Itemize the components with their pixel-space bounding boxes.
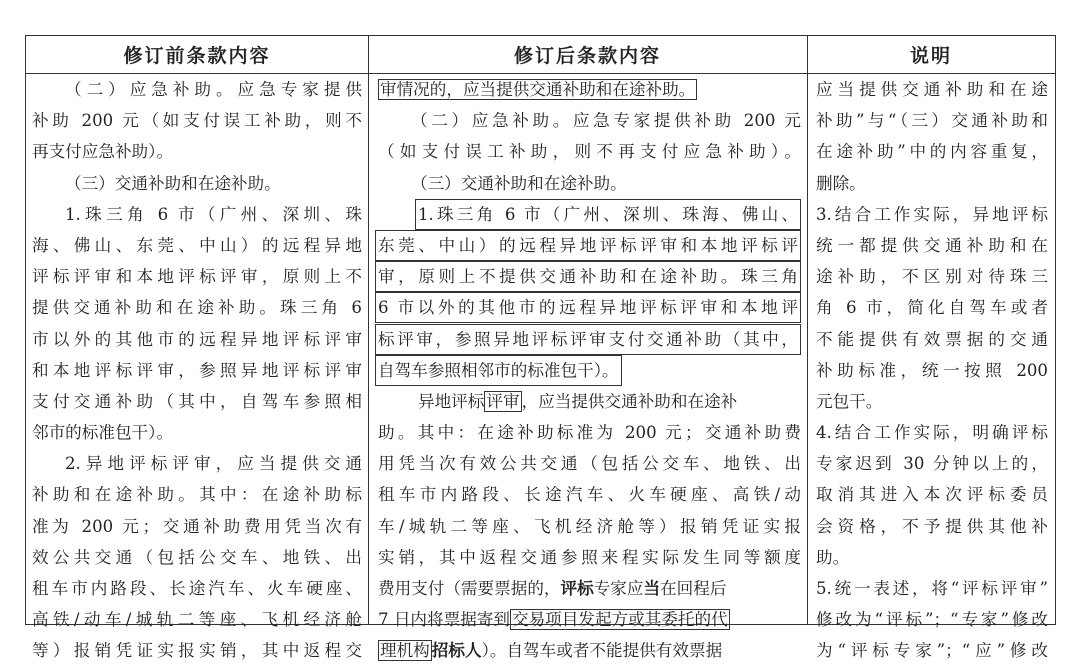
before-line: 海、佛山、东莞、中山）的远程异地	[32, 235, 362, 255]
before-line: 准为 200 元；交通补助费用凭当次有	[32, 516, 362, 536]
after-line	[378, 261, 801, 292]
header-after: 修订后条款内容	[513, 44, 661, 67]
text-segment: 异地评标	[418, 391, 485, 411]
revision-mark-box: 6 市以外的其他市的远程异地评标评审和本地评	[375, 292, 801, 323]
note-line: 补助标准，统一按照 200	[816, 360, 1048, 380]
before-line: 市以外的其他市的远程异地评标评审	[32, 329, 362, 349]
text-segment: 费用支付（需要票据的，	[378, 579, 561, 598]
revision-mark-box: 自驾车参照相邻市的标准包干）。	[375, 355, 622, 386]
after-line	[378, 604, 801, 635]
column-before	[32, 74, 362, 661]
after-line: （二）应急补助。应急专家提供补助 200 元	[411, 111, 801, 131]
revision-mark-box: 审，原则上不提供交通补助和在途补助。珠三角	[375, 261, 801, 292]
revision-mark-box: 东莞、中山）的远程异地评标评审和本地评标评	[375, 230, 801, 261]
header-before: 修订前条款内容	[123, 44, 271, 67]
note-line: 删除。	[816, 173, 866, 193]
before-line: 提供交通补助和在途补助。珠三角 6	[32, 298, 362, 318]
note-line: 途补助，不区别对待珠三	[816, 267, 1048, 287]
revision-mark-box: 评审	[486, 391, 520, 411]
revision-mark-box: 审情况的，应当提供交通补助和在途补助。	[380, 80, 696, 99]
text-segment: 专家应	[593, 579, 644, 598]
note-line: 元包干。	[816, 391, 883, 411]
note-line: 在途补助”中的内容重复，	[816, 142, 1048, 162]
before-line: 租车市内路段、长途汽车、火车硬座、	[32, 579, 362, 598]
before-line: 邻市的标准包干）。	[32, 423, 174, 443]
bold-insert: 当	[643, 578, 661, 598]
after-line: （如支付误工补助，则不再支付应急补助）。	[378, 142, 801, 162]
text-segment: 在回程后	[660, 579, 727, 598]
note-line: 3.结合工作实际，异地评标	[816, 204, 1048, 224]
after-line: 租车市内路段、长途汽车、火车硬座、高铁/动	[378, 485, 801, 505]
after-line	[378, 292, 801, 323]
note-line: 专家迟到 30 分钟以上的，	[816, 454, 1048, 474]
before-line: （二）应急补助。应急专家提供	[65, 80, 362, 99]
after-line: 实销，其中返程交通参照来程实际发生同等额度	[378, 547, 801, 567]
note-line: 统一都提供交通补助和在	[816, 235, 1048, 255]
note-line: 应当提供交通补助和在途	[816, 80, 1048, 99]
before-line: 等）报销凭证实报实销，其中返程交	[32, 641, 362, 661]
before-line: 再支付应急补助）。	[32, 142, 174, 162]
after-line: 助。其中：在途补助标准为 200 元；交通补助费	[378, 423, 801, 443]
text-segment: ）。自驾车或者不能提供有效票据	[481, 641, 723, 661]
before-line: 补助和在途补助。其中：在途补助标	[32, 485, 362, 505]
bold-insert: 评标	[560, 578, 594, 598]
before-line: 评标评审和本地评标评审，原则上不	[32, 267, 362, 287]
before-line: 高铁/动车/城轨二等座、飞机经济舱	[32, 610, 362, 630]
note-line: 5.统一表述，将“评标评审”	[816, 579, 1048, 598]
note-line: 助。	[816, 547, 850, 567]
after-line	[378, 573, 801, 604]
text-segment: ，应当提供交通补助和在途补	[521, 391, 738, 411]
after-line	[378, 355, 801, 386]
column-divider-2	[807, 35, 808, 625]
note-line: 为“评标专家”；“应”修改	[816, 641, 1048, 661]
revision-mark-box: 交易项目发起方或其委托的代	[512, 610, 728, 630]
before-line: （三）交通补助和在途补助。	[65, 173, 281, 193]
note-line: 4.结合工作实际，明确评标	[816, 423, 1048, 443]
after-line	[378, 324, 801, 355]
before-line: 效公共交通（包括公交车、地铁、出	[32, 547, 362, 567]
column-divider-1	[368, 35, 369, 625]
column-note	[816, 74, 1048, 661]
note-line: 不能提供有效票据的交通	[816, 329, 1048, 349]
before-line: 和本地评标评审，参照异地评标评审	[32, 360, 362, 380]
after-line: 用凭当次有效公共交通（包括公交车、地铁、出	[378, 454, 801, 474]
revision-mark-box: 1.珠三角 6 市（广州、深圳、珠海、佛山、	[415, 199, 801, 230]
bold-insert: 招标人	[431, 640, 482, 661]
before-line: 补助 200 元（如支付误工补助，则不	[32, 111, 362, 131]
revision-mark-box: 标评审，参照异地评标评审支付交通补助（其中，	[375, 324, 801, 355]
revision-mark-box: 理机构	[380, 641, 430, 661]
after-line: （三）交通补助和在途补助。	[411, 173, 627, 193]
note-line: 补助”与“（三）交通补助和	[816, 111, 1048, 131]
before-line: 1.珠三角 6 市（广州、深圳、珠	[65, 204, 362, 224]
after-line: 车/城轨二等座、飞机经济舱等）报销凭证实报	[378, 516, 801, 536]
column-after	[378, 74, 801, 661]
after-line	[378, 199, 801, 230]
note-line: 取消其进入本次评标委员	[816, 485, 1048, 505]
header-note: 说明	[909, 44, 952, 67]
table-grid	[25, 35, 1056, 661]
note-line: 修改为“评标”；“专家”修改	[816, 610, 1048, 630]
after-line	[378, 386, 801, 417]
after-line	[378, 74, 801, 105]
revision-table	[25, 35, 1054, 661]
note-line: 会资格，不予提供其他补	[816, 516, 1048, 536]
note-line: 角 6 市，简化自驾车或者	[816, 298, 1048, 318]
after-line	[378, 230, 801, 261]
before-line: 支付交通补助（其中，自驾车参照相	[32, 391, 362, 411]
after-line	[378, 635, 801, 666]
text-segment: 7 日内将票据寄到	[378, 610, 510, 630]
before-line: 2.异地评标评审，应当提供交通	[65, 454, 362, 474]
